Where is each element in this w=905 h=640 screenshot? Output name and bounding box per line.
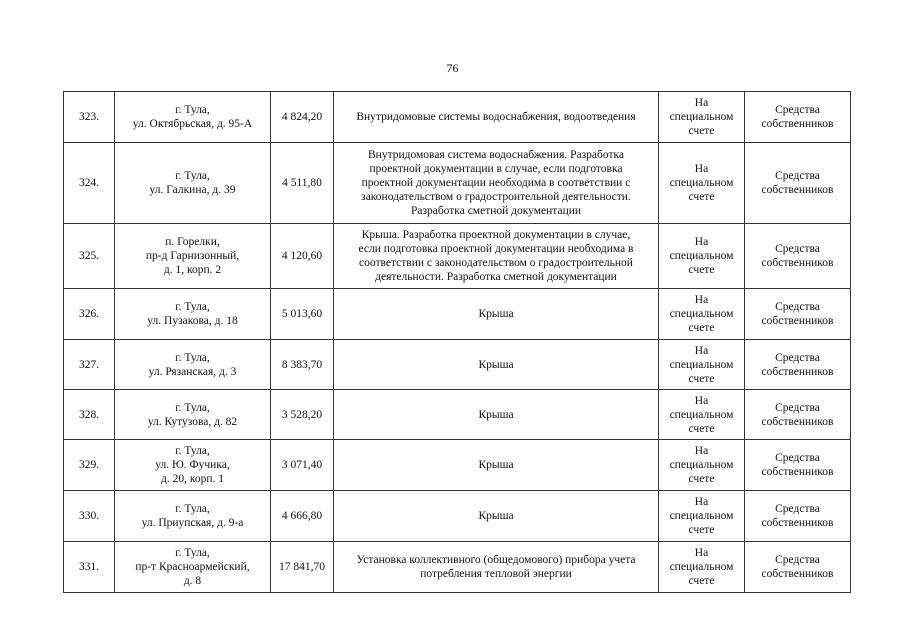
table-row	[64, 224, 851, 289]
row-account: На специальном счете	[659, 143, 745, 224]
row-funding-source: Средства собственников	[745, 491, 851, 542]
row-area: 4 824,20	[271, 92, 334, 143]
row-number: 323.	[64, 92, 115, 143]
capital-repair-table	[63, 91, 851, 593]
row-area: 4 511,80	[271, 143, 334, 224]
row-account: На специальном счете	[659, 542, 745, 593]
row-number: 328.	[64, 390, 115, 440]
row-address: г. Тула, ул. Галкина, д. 39	[115, 143, 271, 224]
table-row	[64, 92, 851, 143]
row-address: п. Горелки, пр-д Гарнизонный, д. 1, корп. 2	[115, 224, 271, 289]
row-number: 324.	[64, 143, 115, 224]
row-funding-source: Средства собственников	[745, 440, 851, 491]
row-area: 5 013,60	[271, 289, 334, 340]
row-account: На специальном счете	[659, 340, 745, 390]
row-address: г. Тула, ул. Октябрьская, д. 95-А	[115, 92, 271, 143]
table-row	[64, 143, 851, 224]
row-area: 3 071,40	[271, 440, 334, 491]
row-account: На специальном счете	[659, 224, 745, 289]
row-work-type: Крыша. Разработка проектной документации в случае, если подготовка проектной документации необходима в соответствии с законодательством о градостроительной деятельности. Разработка сметной документации	[334, 224, 659, 289]
row-number: 331.	[64, 542, 115, 593]
row-funding-source: Средства собственников	[745, 340, 851, 390]
row-work-type: Внутридомовые системы водоснабжения, водоотведения	[334, 92, 659, 143]
row-funding-source: Средства собственников	[745, 143, 851, 224]
row-work-type: Крыша	[334, 440, 659, 491]
row-area: 4 666,80	[271, 491, 334, 542]
row-account: На специальном счете	[659, 289, 745, 340]
table-row	[64, 289, 851, 340]
row-number: 326.	[64, 289, 115, 340]
row-work-type: Установка коллективного (общедомового) прибора учета потребления тепловой энергии	[334, 542, 659, 593]
row-area: 4 120,60	[271, 224, 334, 289]
row-work-type: Крыша	[334, 289, 659, 340]
row-funding-source: Средства собственников	[745, 92, 851, 143]
row-funding-source: Средства собственников	[745, 390, 851, 440]
row-number: 327.	[64, 340, 115, 390]
table-row	[64, 491, 851, 542]
row-account: На специальном счете	[659, 491, 745, 542]
row-account: На специальном счете	[659, 390, 745, 440]
page-number: 76	[446, 61, 459, 75]
table-row	[64, 340, 851, 390]
row-address: г. Тула, ул. Рязанская, д. 3	[115, 340, 271, 390]
row-number: 329.	[64, 440, 115, 491]
row-number: 330.	[64, 491, 115, 542]
row-area: 17 841,70	[271, 542, 334, 593]
table-row	[64, 542, 851, 593]
row-address: г. Тула, пр-т Красноармейский, д. 8	[115, 542, 271, 593]
row-address: г. Тула, ул. Пузакова, д. 18	[115, 289, 271, 340]
row-area: 8 383,70	[271, 340, 334, 390]
row-work-type: Крыша	[334, 491, 659, 542]
row-funding-source: Средства собственников	[745, 542, 851, 593]
row-address: г. Тула, ул. Ю. Фучика, д. 20, корп. 1	[115, 440, 271, 491]
row-number: 325.	[64, 224, 115, 289]
row-address: г. Тула, ул. Приупская, д. 9-а	[115, 491, 271, 542]
row-work-type: Крыша	[334, 340, 659, 390]
row-funding-source: Средства собственников	[745, 224, 851, 289]
table-row	[64, 440, 851, 491]
row-funding-source: Средства собственников	[745, 289, 851, 340]
table-row	[64, 390, 851, 440]
row-account: На специальном счете	[659, 440, 745, 491]
row-account: На специальном счете	[659, 92, 745, 143]
row-area: 3 528,20	[271, 390, 334, 440]
row-work-type: Крыша	[334, 390, 659, 440]
row-work-type: Внутридомовая система водоснабжения. Разработка проектной документации в случае, если подготовка проектной документации необходима в соответствии с законодательством о градостроительной деятельности. Разработка сметной документации	[334, 143, 659, 224]
row-address: г. Тула, ул. Кутузова, д. 82	[115, 390, 271, 440]
